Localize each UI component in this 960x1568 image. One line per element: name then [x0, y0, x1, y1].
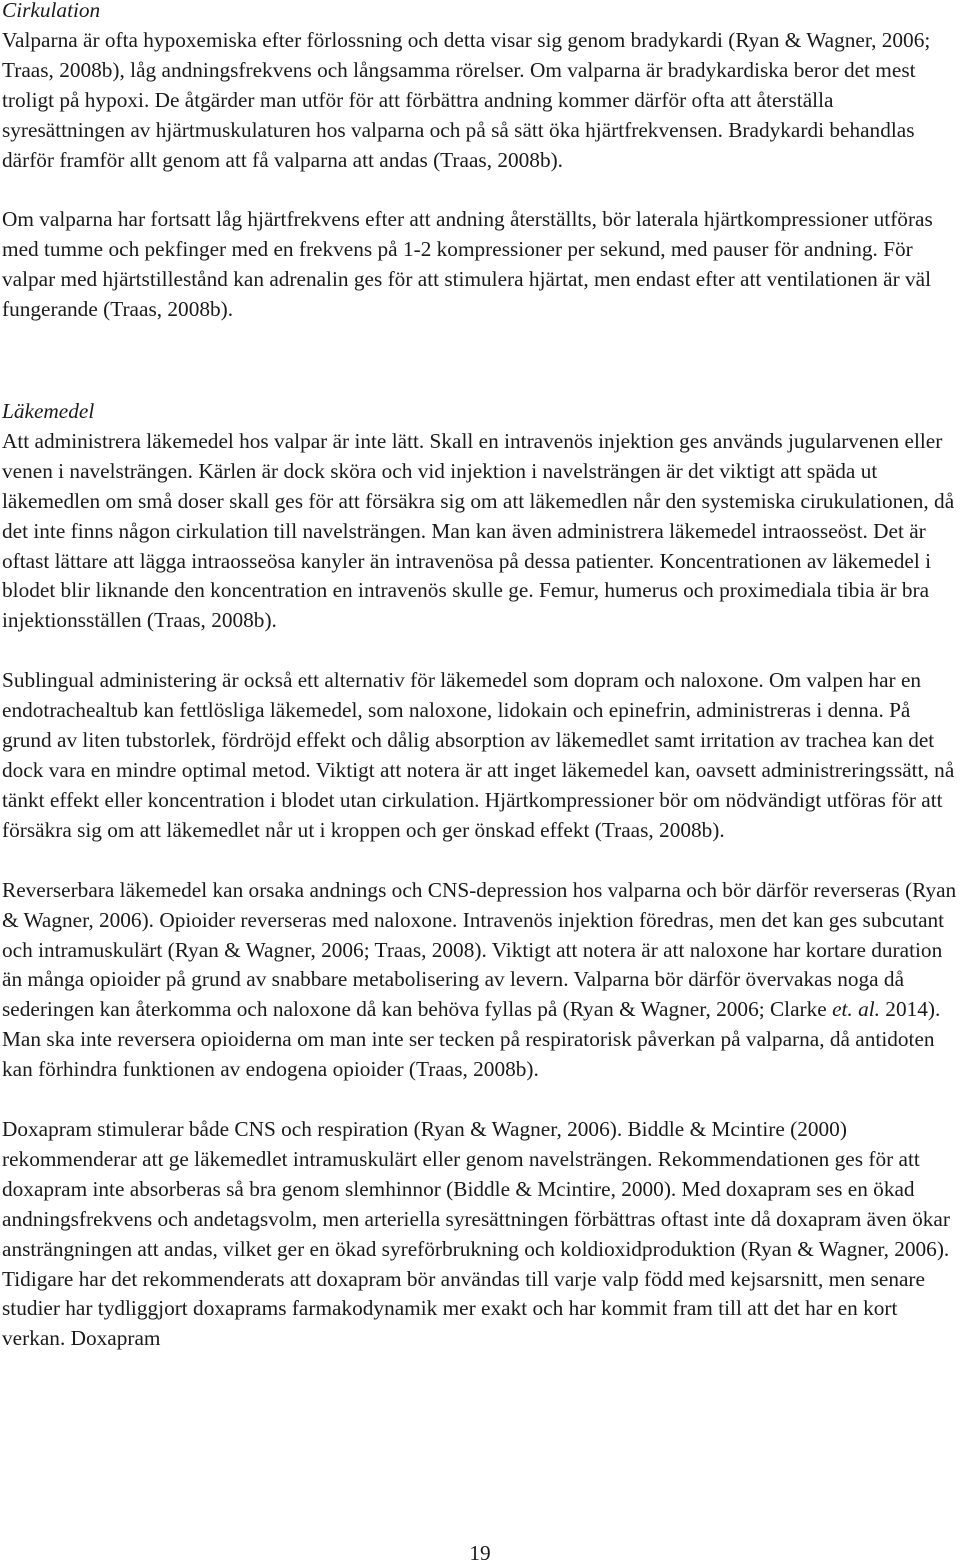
paragraph-bradykardi: Valparna är ofta hypoxemiska efter förlossning och detta visar sig genom bradykardi (Ryan & Wagner, 2006; Traas, 2008b), låg andningsfrekvens och långsamma rörelser. Om valparna är bradykardiska beror det mest troligt på hypoxi. De åtgärder man utför för att förbättra andning kommer därför ofta att återställa syresättningen av hjärtmuskulaturen hos valparna och på så sätt öka hjärtfrekvensen. Bradykardi behandlas därför framför allt genom att få valparna att andas (Traas, 2008b). — [2, 27, 931, 172]
section-cirkulation — [2, 0, 958, 325]
paragraph-doxapram: Doxapram stimulerar både CNS och respiration (Ryan & Wagner, 2006). Biddle & Mcintire (2000) rekommenderar att ge läkemedlet intramuskulärt eller genom navelsträngen. Rekommendationen ges för att doxapram inte absorberas så bra genom slemhinnor (Biddle & Mcintire, 2000). Med doxapram ses en ökad andningsfrekvens och andetagsvolm, men arteriella syresättningen förbättras oftast inte då doxapram även ökar ansträngningen att andas, vilket ger en ökad syreförbrukning och koldioxidproduktion (Ryan & Wagner, 2006). Tidigare har det rekommenderats att doxapram bör användas till varje valp född med kejsarsnitt, men senare studier har tydliggjort doxaprams farmakodynamik mer exakt och har kommit fram till att det har en kort verkan. Doxapram — [2, 1117, 950, 1351]
section-lakemedel — [2, 397, 958, 1354]
reversal-text-italic: et. al. — [832, 997, 880, 1022]
section-heading-cirkulation: Cirkulation — [2, 0, 101, 22]
paragraph-sublingual: Sublingual administering är också ett alternativ för läkemedel som dopram och naloxone. Om valpen har en endotrachealtub kan fettlösliga läkemedel, som naloxone, lidokain och epinefrin, administreras i denna. På grund av liten tubstorlek, fördröjd effekt och dålig absorption av läkemedlet samt irritation av trachea kan det dock vara en mindre optimal metod. Viktigt att notera är att inget läkemedel kan, oavsett administreringssätt, nå tänkt effekt eller koncentration i blodet utan cirkulation. Hjärtkompressioner bör om nödvändigt utföras för att försäkra sig om att läkemedlet når ut i kroppen och ger önskad effekt (Traas, 2008b). — [2, 668, 955, 842]
reversal-text-before: Reverserbara läkemedel kan orsaka andnings och CNS-depression hos valparna och bör därför reverseras (Ryan & Wagner, 2006). Opioider reverseras med naloxone. Intravenös injektion föredras, men det kan ges subcutant och intramuskulärt (Ryan & Wagner, 2006; Traas, 2008). Viktigt att notera är att naloxone har kortare duration än många opioider på grund av snabbare metabolisering av levern. Valparna bör därför övervakas noga då sederingen kan återkomma och naloxone då kan behöva fyllas på (Ryan & Wagner, 2006; Clarke — [2, 877, 957, 1022]
reversal-text-after: 2014). Man ska inte reversera opioiderna om man inte ser tecken på respiratorisk påverkan på valparna, då antidoten kan förhindra funktionen av endogena opioider (Traas, 2008b). — [2, 997, 941, 1082]
section-heading-lakemedel: Läkemedel — [2, 399, 95, 423]
paragraph-reverserbara — [2, 876, 958, 1085]
paragraph-hjartkompressioner: Om valparna har fortsatt låg hjärtfrekvens efter att andning återställts, bör laterala hjärtkompressioner utföras med tumme och pekfinger med en frekvens på 1-2 kompressioner per sekund, med pauser för andning. För valpar med hjärtstillestånd kan adrenalin ges för att stimulera hjärtat, men endast efter att ventilationen är väl fungerande (Traas, 2008b). — [2, 207, 933, 322]
paragraph-administrering: Att administrera läkemedel hos valpar är inte lätt. Skall en intravenös injektion ges används jugularvenen eller venen i navelsträngen. Kärlen är dock sköra och vid injektion i navelsträngen är det viktigt att späda ut läkemedlen om små doser skall ges för att försäkra sig om att läkemedlen når den systemiska cirukulationen, då det inte finns någon cirkulation till navelsträngen. Man kan även administrera läkemedel intraosseöst. Det är oftast lättare att lägga intraosseösa kanyler än intravenösa på dessa patienter. Koncentrationen av läkemedel i blodet blir liknande den koncentration en intravenös skulle ge. Femur, humerus och proximediala tibia är bra injektionsställen (Traas, 2008b). — [2, 428, 955, 633]
page-number: 19 — [469, 1541, 491, 1565]
